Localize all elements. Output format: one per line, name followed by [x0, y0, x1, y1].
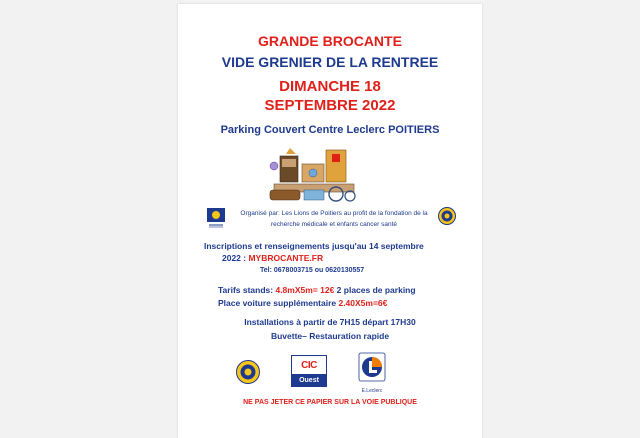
recherche-medicale-logo — [206, 207, 226, 229]
cic-ouest-logo — [291, 355, 327, 387]
place-value: 2.40X5m=6€ — [338, 298, 388, 308]
installations-text: Installations à partir de 7H15 départ 17H30 — [244, 317, 416, 327]
date-day: DIMANCHE 18 — [279, 78, 381, 95]
date-month: SEPTEMBRE 2022 — [264, 97, 396, 114]
leclerc-caption: E.Leclerc — [361, 388, 383, 394]
organizer-text — [236, 208, 432, 230]
brocante-illustration — [266, 146, 362, 204]
tarifs-stands — [218, 285, 416, 295]
leclerc-logo — [354, 352, 390, 394]
tarifs-suffix: 2 places de parking — [334, 285, 416, 295]
tarifs-label: Tarifs stands: — [218, 285, 276, 295]
leclerc-emblem-icon — [354, 352, 390, 382]
footer-warning: NE PAS JETER CE PAPIER SUR LA VOIE PUBLIQUE — [243, 399, 417, 406]
cic-ouest-label: Ouest — [291, 375, 327, 387]
place-voiture — [218, 298, 387, 308]
mybrocante-link: MYBROCANTE.FR — [248, 253, 324, 263]
buvette-text: Buvette– Restauration rapide — [270, 331, 390, 341]
phone-numbers: Tel: 0678003715 ou 0620130557 — [260, 267, 365, 274]
location-text: Parking Couvert Centre Leclerc POITIERS — [220, 124, 440, 136]
title-grande-brocante: GRANDE BROCANTE — [258, 33, 402, 49]
cic-letter-i: I — [307, 359, 311, 371]
cic-letters — [301, 360, 317, 371]
inscriptions-prefix: 2022 : — [222, 253, 249, 263]
lions-club-logo — [438, 207, 456, 225]
cic-mark — [291, 355, 327, 375]
lions-club-logo-bottom — [236, 360, 260, 384]
inscriptions-line2 — [222, 253, 323, 263]
inscriptions-line1: Inscriptions et renseignements jusqu'au 14 septembre — [204, 241, 424, 251]
place-label: Place voiture supplémentaire — [218, 298, 339, 308]
organizer-line1: Organisé par: Les Lions de Poitiers au profit de la fondation de la — [240, 210, 428, 217]
poster-page — [178, 4, 482, 438]
tarifs-value: 4.8mX5m= 12€ — [275, 285, 335, 295]
organizer-line2: recherche médicale et enfants cancer santé — [270, 221, 398, 228]
title-vide-grenier: VIDE GRENIER DE LA RENTREE — [221, 54, 439, 70]
cic-letter-c1: C — [301, 359, 308, 371]
cic-letter-c2: C — [310, 359, 317, 371]
